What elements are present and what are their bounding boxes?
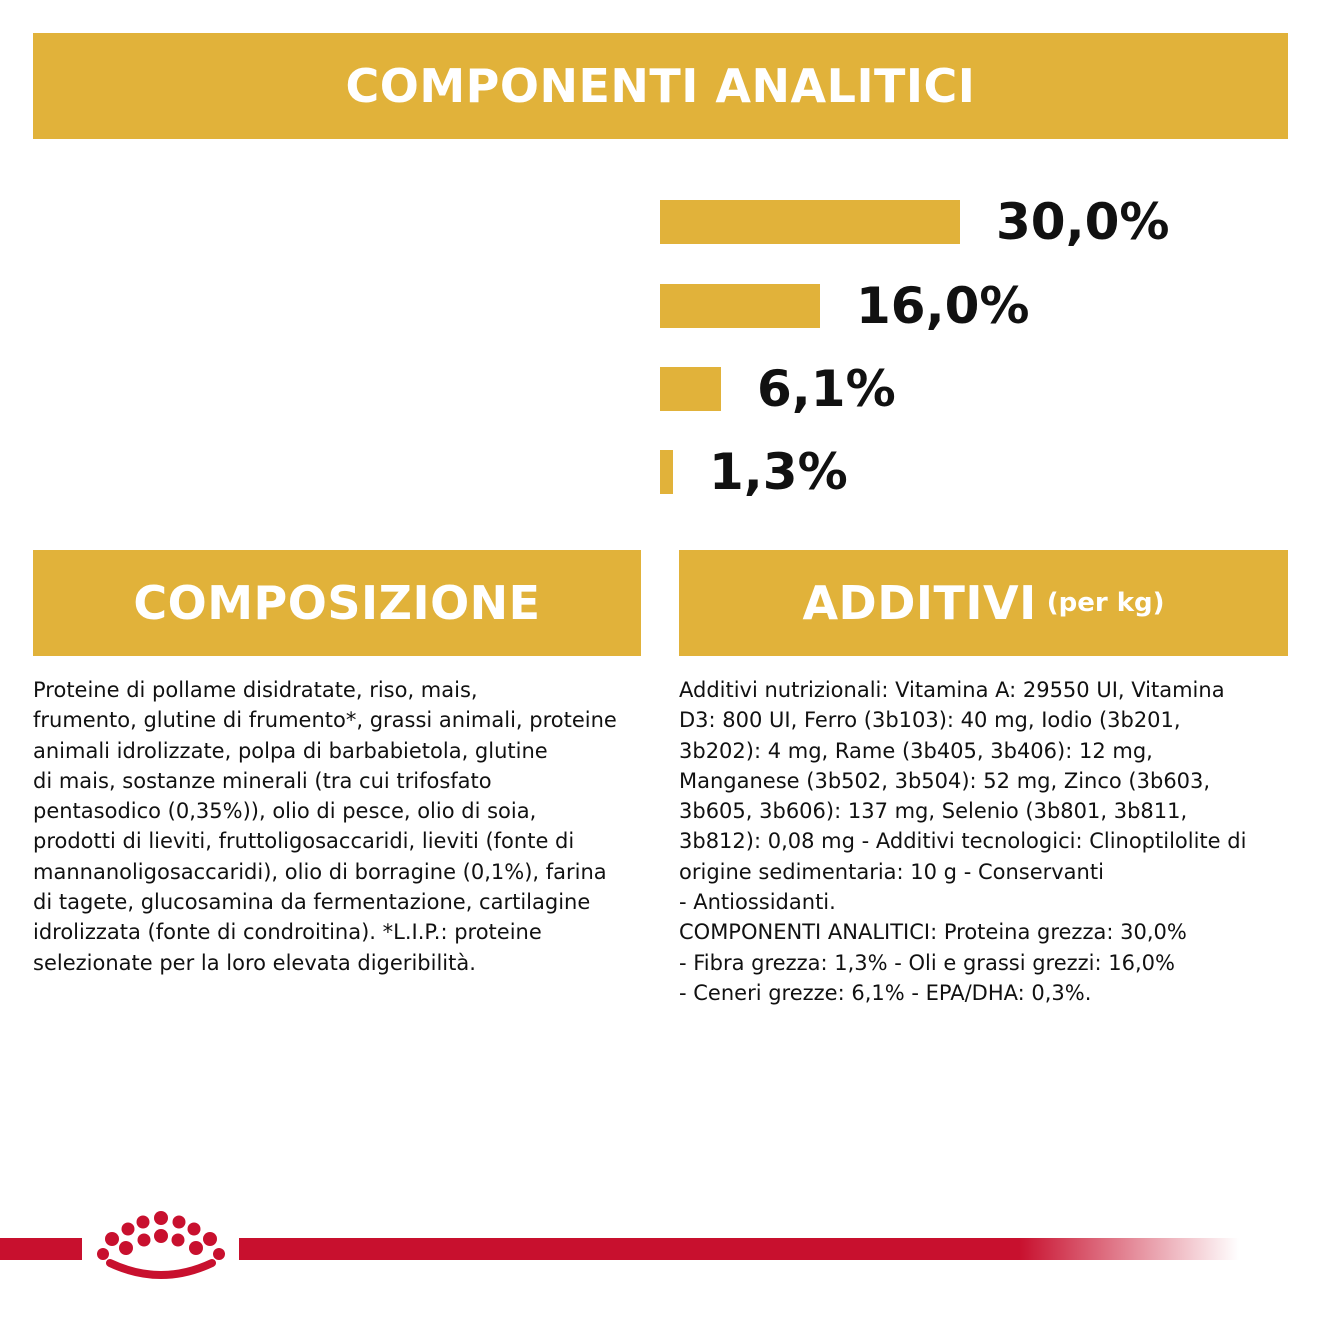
additives-subtitle: (per kg) <box>1046 588 1165 618</box>
additives-line: 3b605, 3b606): 137 mg, Selenio (3b801, 3b811, <box>679 799 1188 824</box>
additives-line: - Ceneri grezze: 6,1% - EPA/DHA: 0,3%. <box>679 980 1092 1005</box>
analytics-value: 30,0% <box>996 193 1170 251</box>
additives-banner <box>679 550 1288 656</box>
composition-line: animali idrolizzate, polpa di barbabietola, glutine <box>33 738 548 763</box>
composition-text <box>33 675 643 978</box>
composition-line: frumento, glutine di frumento*, grassi animali, proteine <box>33 708 617 733</box>
additives-line: - Antiossidanti. <box>679 890 836 915</box>
footer-stripe-right <box>239 1238 1239 1260</box>
composition-line: di tagete, glucosamina da fermentazione, cartilagine <box>33 890 591 915</box>
composition-line: selezionate per la loro elevata digeribilità. <box>33 950 476 975</box>
additives-line: 3b812): 0,08 mg - Additivi tecnologici: Clinoptilolite di <box>679 829 1247 854</box>
composition-line: mannanoligosaccaridi), olio di borragine (0,1%), farina <box>33 859 607 884</box>
composition-line: idrolizzata (fonte di condroitina). *L.I.P.: proteine <box>33 920 542 945</box>
analytics-bar <box>660 284 820 328</box>
composition-title: COMPOSIZIONE <box>133 576 541 630</box>
additives-line: D3: 800 UI, Ferro (3b103): 40 mg, Iodio (3b201, <box>679 708 1181 733</box>
analytics-title: COMPONENTI ANALITICI <box>345 59 976 113</box>
composition-line: Proteine di pollame disidratate, riso, mais, <box>33 678 478 702</box>
analytics-bar <box>660 200 960 244</box>
additives-line: Additivi nutrizionali: Vitamina A: 29550 UI, Vitamina <box>679 678 1225 702</box>
composition-line: di mais, sostanze minerali (tra cui trifosfato <box>33 768 492 793</box>
composition-line: prodotti di lieviti, fruttoligosaccaridi, lieviti (fonte di <box>33 829 575 854</box>
analytics-value: 16,0% <box>856 277 1030 335</box>
composition-line: pentasodico (0,35%)), olio di pesce, olio di soia, <box>33 799 537 824</box>
additives-line: origine sedimentaria: 10 g - Conservanti <box>679 859 1104 884</box>
composition-banner <box>33 550 641 656</box>
additives-title: ADDITIVI <box>802 576 1037 630</box>
additives-line: COMPONENTI ANALITICI: Proteina grezza: 30,0% <box>679 920 1187 945</box>
analytics-value: 1,3% <box>709 443 848 501</box>
analytics-bar <box>660 450 673 494</box>
additives-line: 3b202): 4 mg, Rame (3b405, 3b406): 12 mg, <box>679 738 1153 763</box>
analytics-value: 6,1% <box>757 360 896 418</box>
crown-icon <box>88 1205 234 1285</box>
footer-stripe-left <box>0 1238 82 1260</box>
additives-line: - Fibra grezza: 1,3% - Oli e grassi grezzi: 16,0% <box>679 950 1175 975</box>
analytics-bar <box>660 367 721 411</box>
additives-text <box>679 675 1289 1008</box>
additives-line: Manganese (3b502, 3b504): 52 mg, Zinco (3b603, <box>679 768 1211 793</box>
analytics-banner <box>33 33 1288 139</box>
